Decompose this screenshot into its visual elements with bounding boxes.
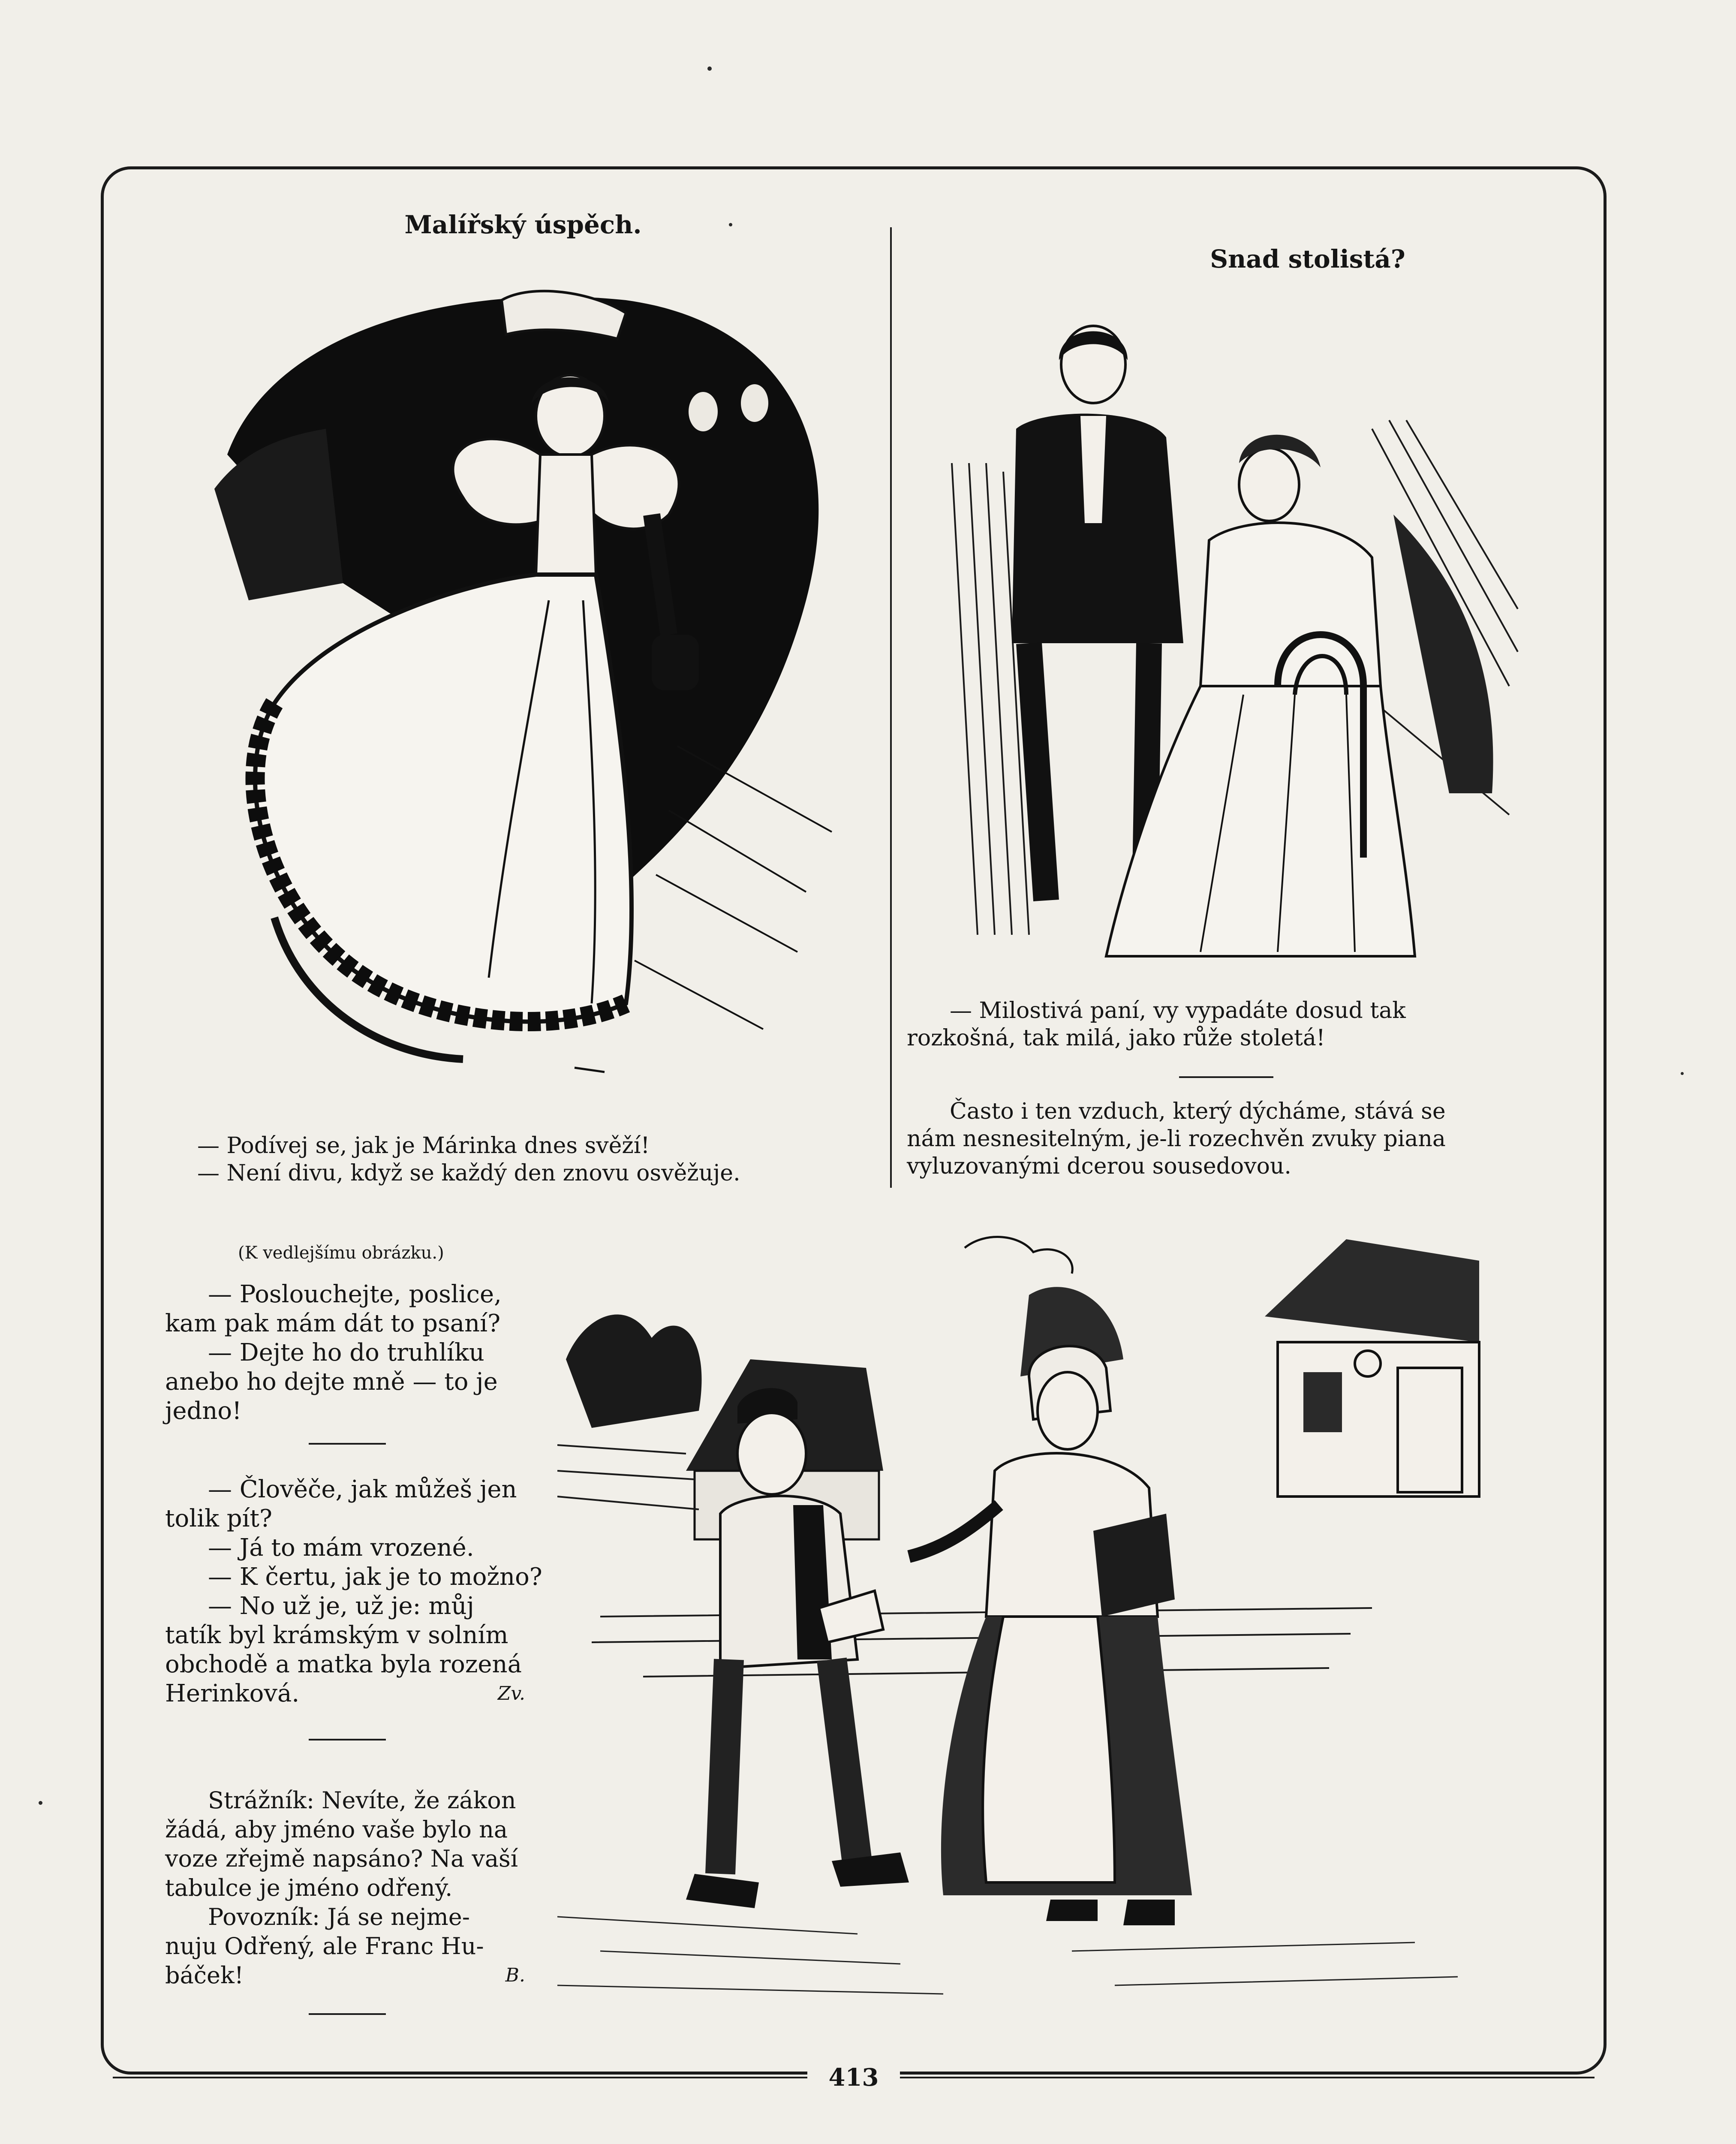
joke-line: kam pak mám dát to psaní? [165, 1310, 501, 1337]
joke-line: žádá, aby jméno vaše bylo na [165, 1816, 508, 1843]
joke-line: tolik pít? [165, 1505, 273, 1533]
joke-line-text: báček! [165, 1962, 244, 1989]
right-cartoon-title: Snad stolistá? [1210, 244, 1405, 274]
right-cartoon-caption [907, 997, 1546, 1052]
joke-line: — Člověče, jak můžeš jen [208, 1476, 517, 1503]
joke-line-text: Herinková. [165, 1680, 300, 1707]
caption-line: — Podívej se, jak je Márinka dnes svěží! [197, 1133, 650, 1159]
joke-signature: Zv. [497, 1683, 525, 1704]
village-letter-illustration [557, 1231, 1501, 2037]
piano-joke [907, 1098, 1546, 1180]
drinking-joke [165, 1475, 542, 1708]
picture-note: (K vedlejšímu obrázku.) [238, 1243, 444, 1263]
joke-line: anebo ho dejte mně — to je [165, 1368, 498, 1396]
section-rule [309, 1739, 386, 1740]
joke-line: — No už je, už je: můj [208, 1592, 474, 1620]
section-rule [309, 2013, 386, 2015]
gentleman-and-lady-illustration [943, 300, 1522, 969]
joke-line: tatík byl krámským v solním [165, 1621, 508, 1649]
page-number: 413 [807, 2063, 900, 2092]
caption-line: — Milostivá paní, vy vypadáte dosud tak [950, 998, 1406, 1024]
scan-speck [707, 66, 712, 71]
dancing-woman-illustration [163, 274, 892, 1115]
page-number-row [101, 2065, 1607, 2090]
joke-line: jedno! [165, 1397, 242, 1425]
policeman-joke [165, 1786, 542, 1990]
joke-line: Strážník: Nevíte, že zákon [208, 1787, 516, 1814]
joke-line: Povozník: Já se nejme- [208, 1903, 470, 1930]
joke-line: vyluzovanými dcerou sousedovou. [907, 1153, 1291, 1179]
caption-line: — Není divu, když se každý den znovu osvěžuje. [197, 1160, 740, 1186]
joke-line: obchodě a matka byla rozená [165, 1650, 522, 1678]
joke-line: tabulce je jméno odřený. [165, 1874, 453, 1901]
caption-line: rozkošná, tak milá, jako růže stoletá! [907, 1025, 1325, 1051]
postwoman-joke [165, 1280, 542, 1426]
scan-speck [1681, 1072, 1684, 1075]
joke-line: — Poslouchejte, poslice, [208, 1280, 502, 1308]
joke-line: nuju Odřený, ale Franc Hu- [165, 1933, 484, 1960]
joke-signature: B. [505, 1964, 525, 1986]
left-cartoon-title: Malířský úspěch. [404, 210, 642, 239]
joke-line: nám nesnesitelným, je-li rozechvěn zvuky piana [907, 1126, 1446, 1152]
section-rule [1179, 1076, 1273, 1078]
left-cartoon-caption [197, 1132, 892, 1187]
joke-line: — Já to mám vrozené. [208, 1534, 474, 1562]
page-number-rule-right [900, 2077, 1595, 2078]
joke-line [165, 1679, 525, 1708]
joke-line: voze zřejmě napsáno? Na vaší [165, 1845, 518, 1872]
joke-line: Často i ten vzduch, který dýcháme, stává se [950, 1099, 1446, 1124]
joke-line [165, 1961, 525, 1990]
page-number-rule-left [113, 2077, 807, 2078]
joke-line: — K čertu, jak je to možno? [208, 1563, 542, 1591]
joke-line: — Dejte ho do truhlíku [208, 1339, 484, 1367]
section-rule [309, 1443, 386, 1445]
scan-speck [39, 1801, 42, 1805]
